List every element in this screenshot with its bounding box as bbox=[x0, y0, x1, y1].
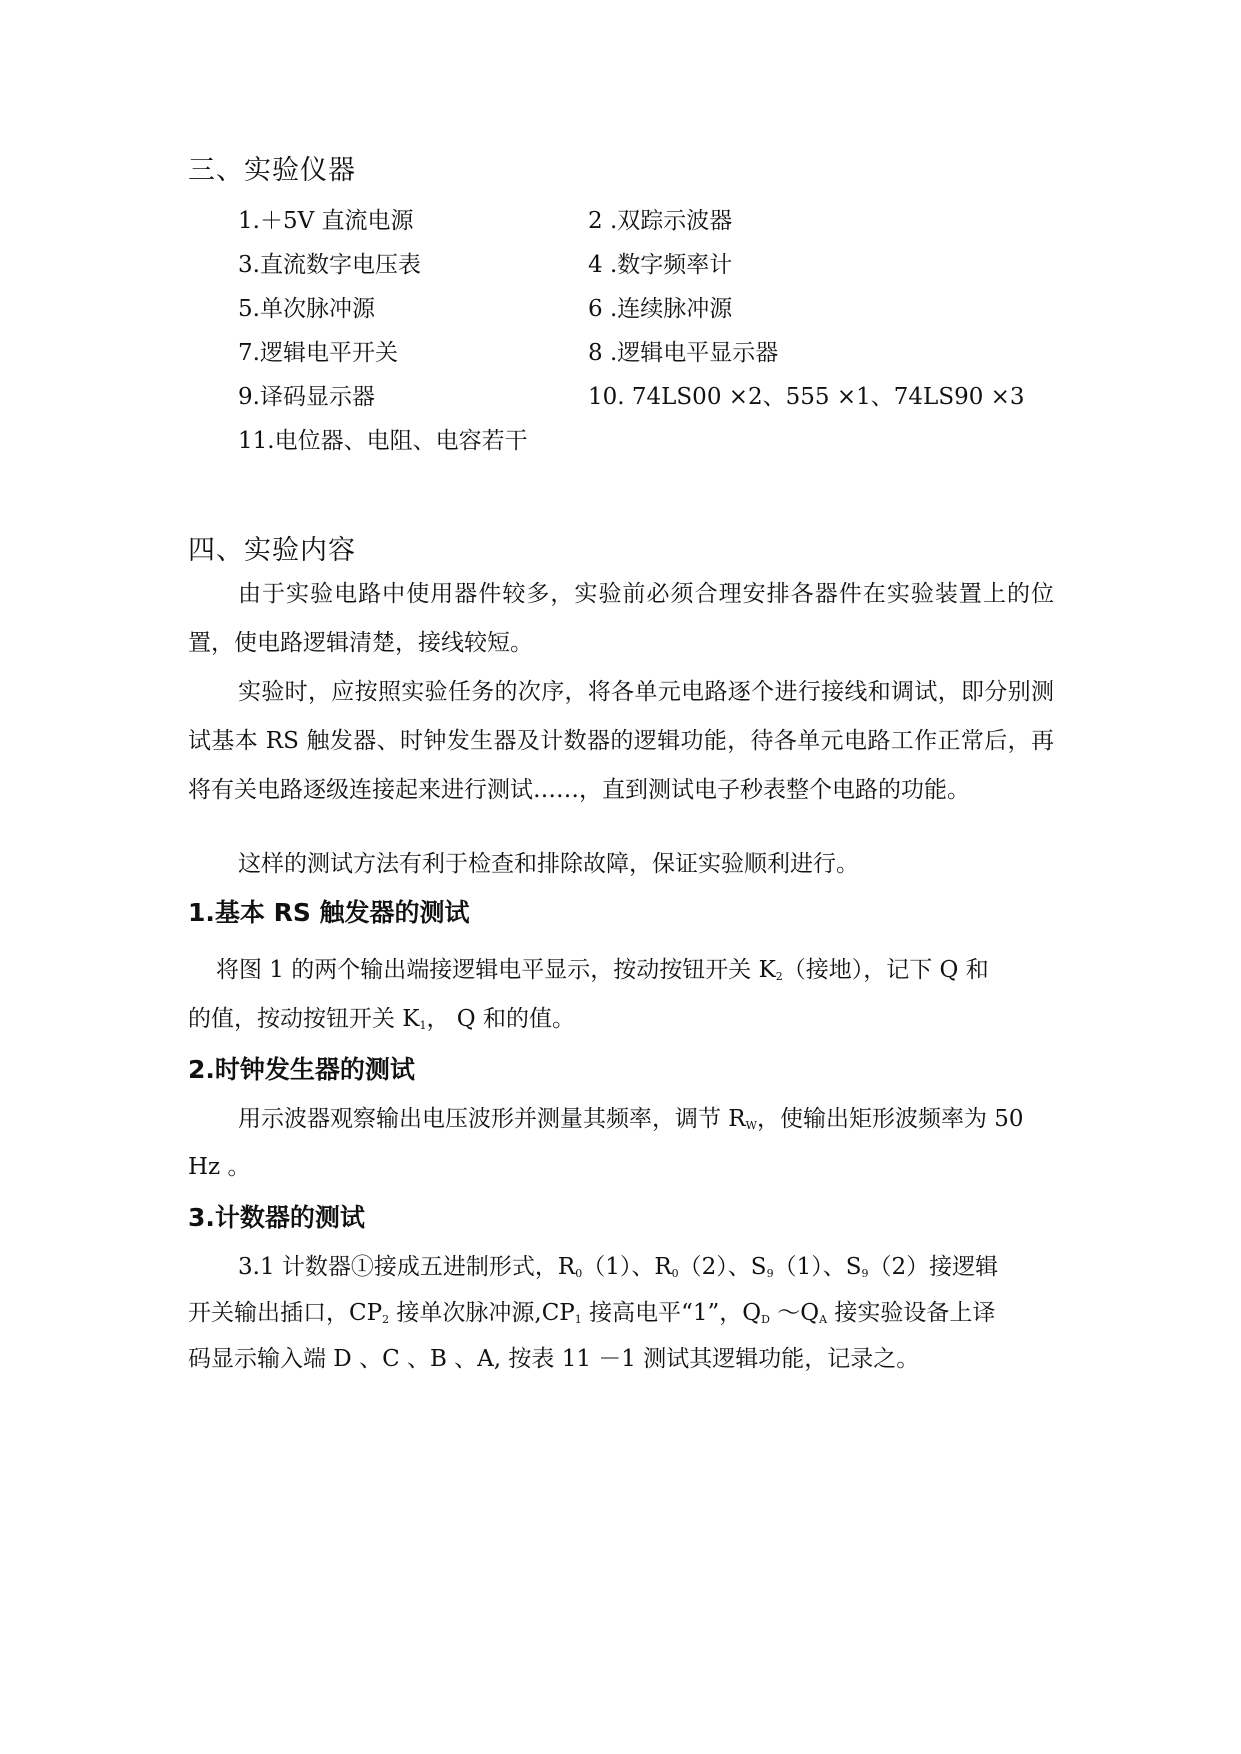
instrument-item-7: 7.逻辑电平开关 bbox=[238, 340, 398, 366]
subsection-2-line-1: 用示波器观察输出电压波形并测量其频率，调节 $R_W$，使输出矩形波频率为 50 bbox=[238, 1106, 1024, 1132]
section-3-title: 三、实验仪器 bbox=[188, 155, 356, 186]
instrument-item-2: 2 .双踪示波器 bbox=[588, 208, 733, 234]
instrument-item-6: 6 .连续脉冲源 bbox=[588, 296, 733, 322]
subsection-1-line-2: 的值，按动按钮开关 $K_1$， Q 和的值。 bbox=[188, 1006, 575, 1032]
instrument-item-9: 9.译码显示器 bbox=[238, 384, 375, 410]
subsection-3-line-1: 3.1 计数器①接成五进制形式，$R_0(1)$、$R_0(2)$、$S_9(1)$、$S_9(2)$接逻辑 bbox=[238, 1254, 999, 1280]
subsection-2-title: 2.时钟发生器的测试 bbox=[188, 1055, 415, 1084]
subsection-1-title: 1.基本 RS 触发器的测试 bbox=[188, 898, 470, 927]
section-4-title: 四、实验内容 bbox=[188, 535, 356, 566]
instrument-item-4: 4 .数字频率计 bbox=[588, 252, 733, 278]
subsection-3-line-3: 码显示输入端 D 、C 、B 、A, 按表 11 －1 测试其逻辑功能，记录之。 bbox=[188, 1346, 920, 1372]
subsection-1-line-1: 将图 1 的两个输出端接逻辑电平显示，按动按钮开关 $K_2$（接地），记下 Q 和 bbox=[216, 957, 989, 983]
subsection-3-line-2: 开关输出插口，$CP_2$ 接单次脉冲源$,CP_1$ 接高电平“1”，$Q_D$ $\sim Q_A$ 接实验设备上译 bbox=[188, 1300, 996, 1326]
paragraph-2: 实验时，应按照实验任务的次序，将各单元电路逐个进行接线和调试，即分别测试基本 RS 触发器、时钟发生器及计数器的逻辑功能，待各单元电路工作正常后，再将有关电路逐级连接起来进行测试……，直到测试电子秒表整个电路的功能。 bbox=[188, 679, 1054, 803]
instrument-item-8: 8 .逻辑电平显示器 bbox=[588, 340, 779, 366]
instrument-item-1: 1.＋5V 直流电源 bbox=[238, 208, 414, 234]
instrument-item-11: 11.电位器、电阻、电容若干 bbox=[238, 428, 528, 454]
paragraph-1: 由于实验电路中使用器件较多，实验前必须合理安排各器件在实验装置上的位置，使电路逻辑清楚，接线较短。 bbox=[188, 581, 1054, 656]
subsection-3-title: 3.计数器的测试 bbox=[188, 1203, 365, 1232]
subsection-2-line-2: Hz 。 bbox=[188, 1154, 251, 1180]
instrument-item-10: 10. 74LS00 ×2、555 ×1、74LS90 ×3 bbox=[588, 384, 1025, 410]
instrument-item-5: 5.单次脉冲源 bbox=[238, 296, 375, 322]
instrument-item-3: 3.直流数字电压表 bbox=[238, 252, 421, 278]
paragraph-3: 这样的测试方法有利于检查和排除故障，保证实验顺利进行。 bbox=[238, 851, 859, 877]
